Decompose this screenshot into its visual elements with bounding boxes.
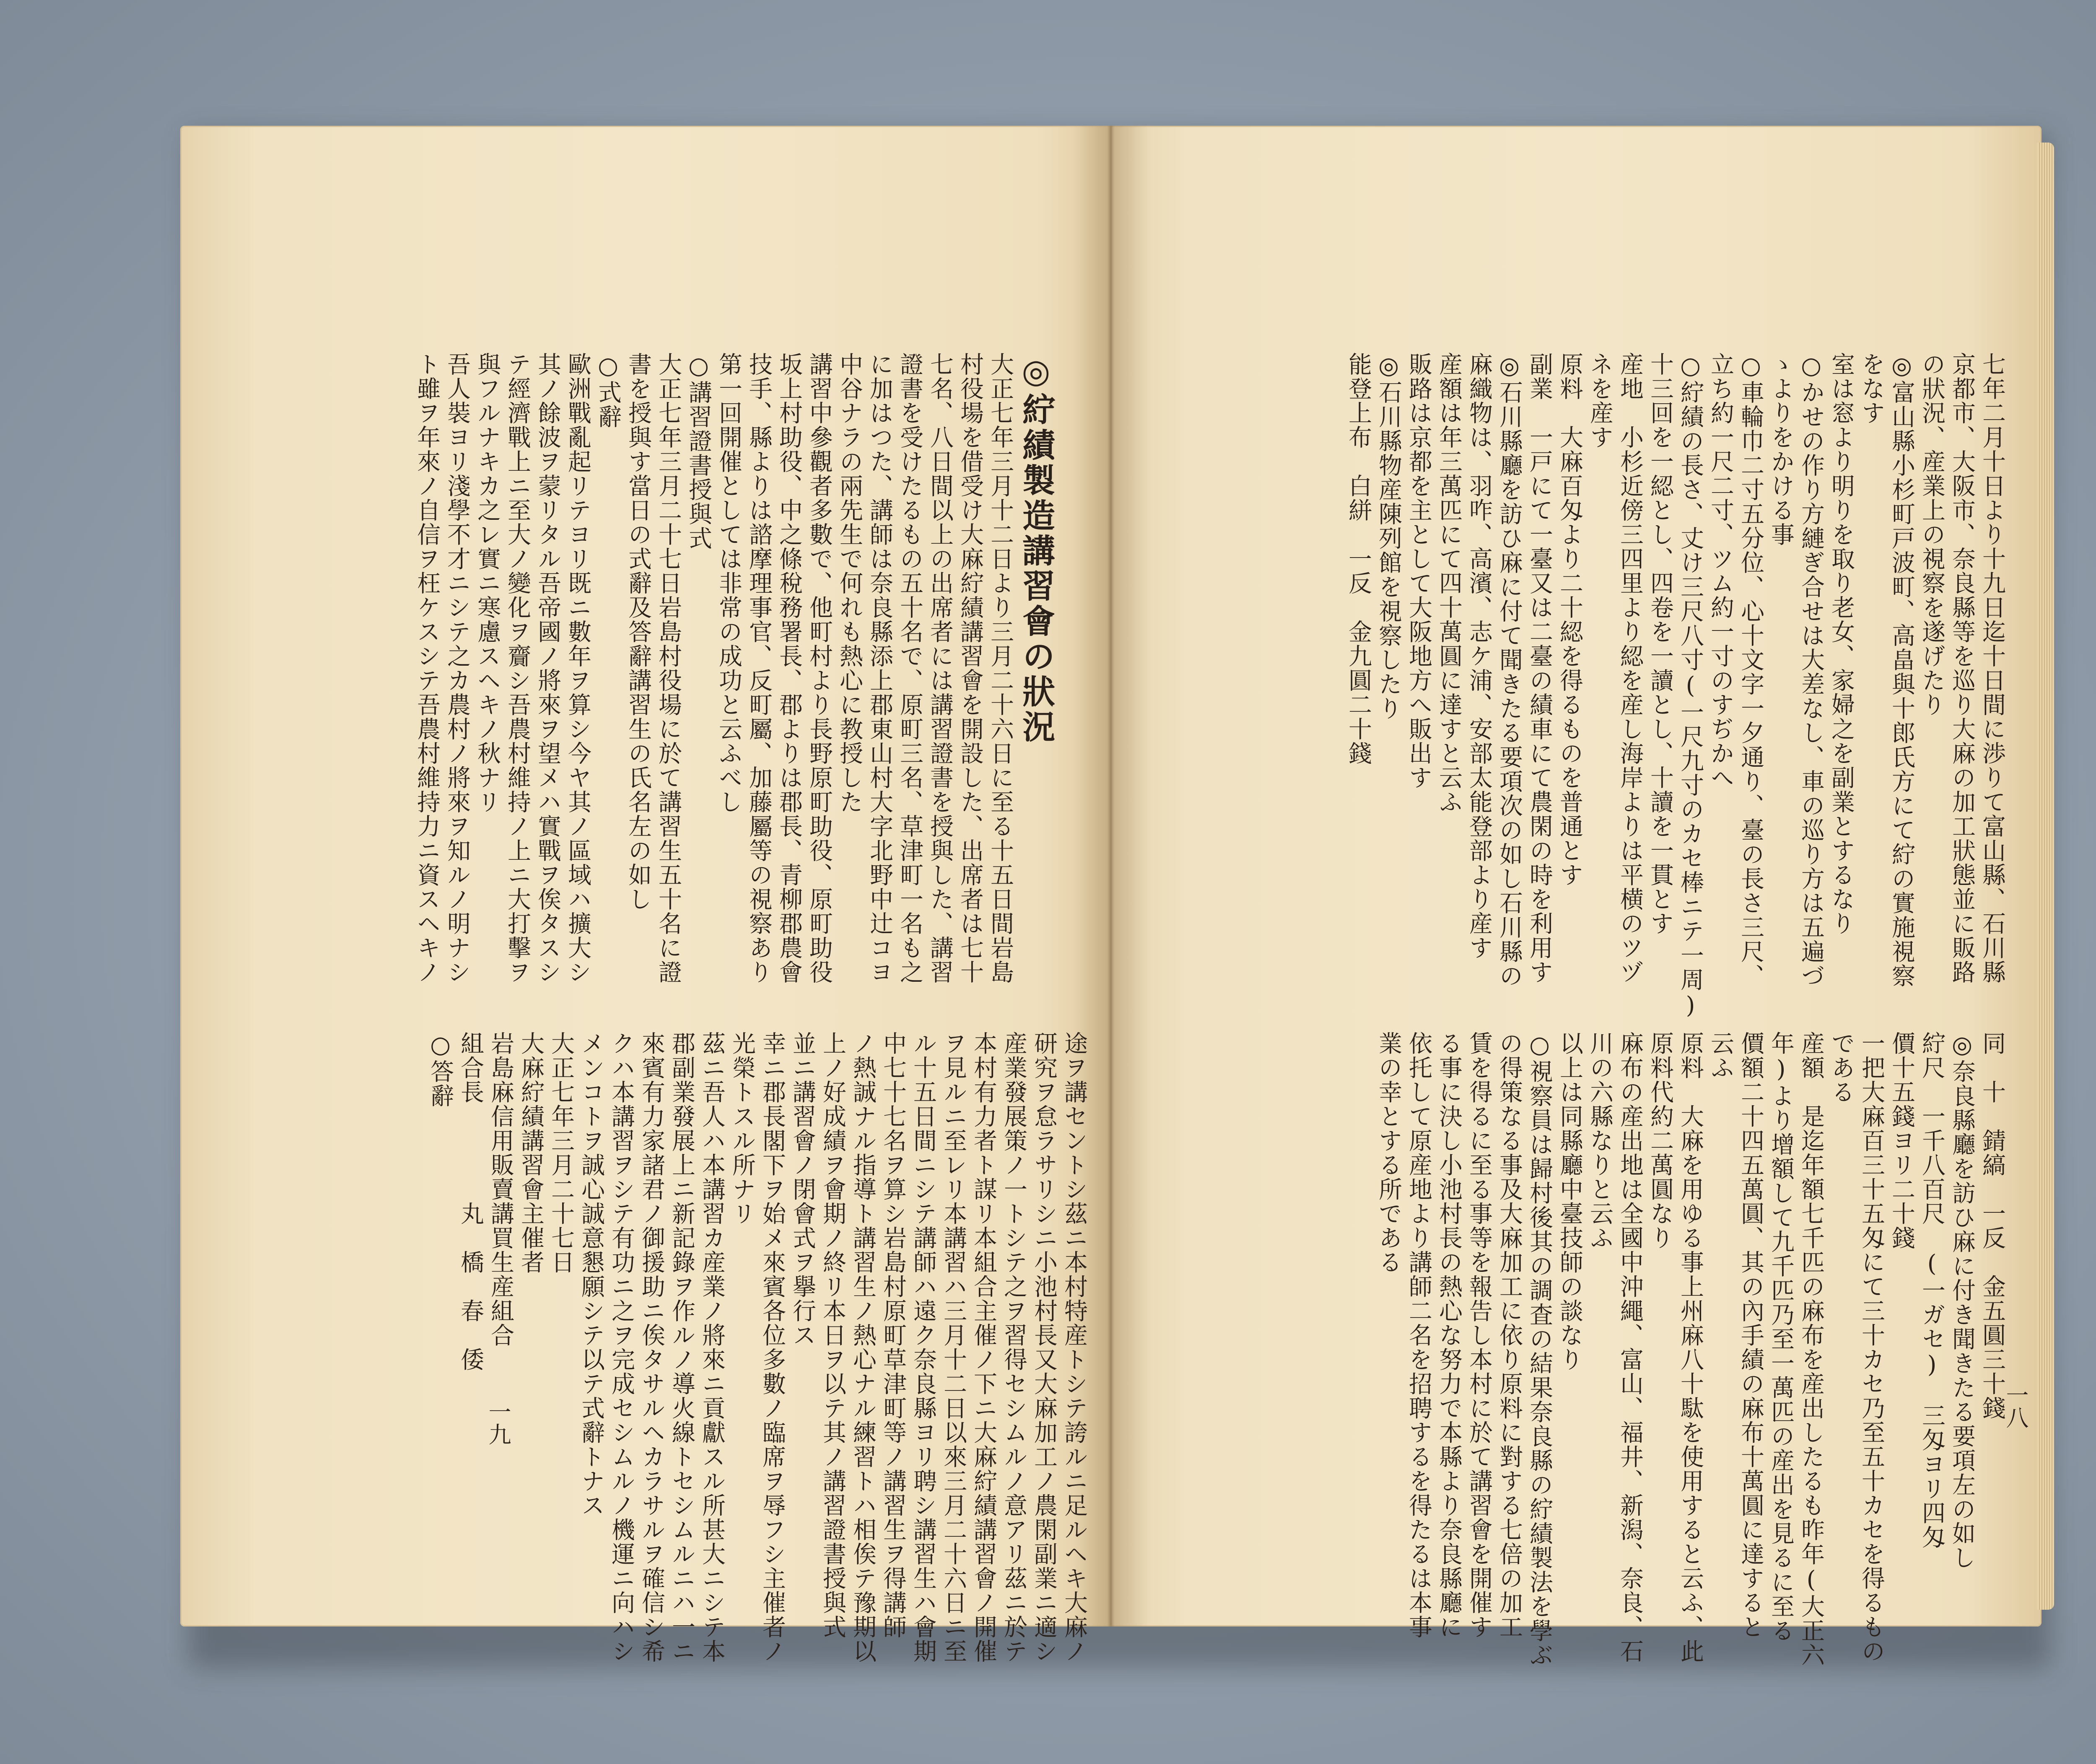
text-column: 七年二月十日より十九日迄十日間に渉りて富山縣、石川縣 [1974,352,2004,981]
text-column: 本村有力者ト謀リ本組合主催ノ下ニ大麻紵績講習會ノ開催 [965,1031,995,1585]
text-column: ◎奈良縣廳を訪ひ麻に付き聞きたる要項左の如し [1943,1031,1974,1585]
text-column: 來賓有力家諸君ノ御援助ニ俟タサルヘカラサルヲ確信シ希 [633,1031,663,1585]
text-column: ノ熱誠ナル指導ト講習生ノ熱心ナル練習トハ相俟テ豫期以 [844,1031,874,1585]
text-column: ネを産す [1581,352,1611,981]
text-column: 價額二十四五萬圓、其の內手績の麻布十萬圓に達すると [1732,1031,1762,1585]
text-column: 中谷ナラの兩先生で何れも熱心に教授した [831,352,861,981]
text-column: ○かせの作り方縺ぎ合せは大差なし、車の巡り方は五遍づ [1792,352,1823,981]
text-column: ヲ見ルニ至レリ本講習ハ三月十二日以來三月二十六日ニ至 [935,1031,965,1585]
text-column: 歐洲戰亂起リテヨリ既ニ數年ヲ算シ今ヤ其ノ區域ハ擴大シ [559,352,589,981]
text-column: 研究ヲ怠ラサリシニ小池村長又大麻加工ノ農閑副業ニ適シ [1025,1031,1056,1585]
text-column: テ經濟戰上ニ至大ノ變化ヲ齎シ吾農村維持ノ上ニ大打擊ヲ [499,352,529,981]
text-column: である [1823,1031,1853,1585]
text-column: の狀況、産業上の視察を遂げたり [1913,352,1943,981]
text-column: 十三回を一綛とし、四卷を一讀とし、十讀を一貫とす [1642,352,1672,981]
text-column: 麻布の産出地は全國中沖繩、富山、福井、新潟、奈良、石 [1611,1031,1642,1585]
text-column: ○講習證書授與式 [680,352,710,981]
text-column: 與フルナキカ之レ實ニ寒慮スヘキノ秋ナリ [469,352,499,981]
text-column: ゝよりをかける事 [1762,352,1792,981]
page-number-right: 一八 [2000,1383,2032,1429]
text-column: 講習中參觀者多數で、他町村より長野原町助役、原町助役 [801,352,831,981]
text-column: ◎富山縣小杉町戸波町、高畠與十郎氏方にて紵の實施視察 [1883,352,1913,981]
text-column: メンコトヲ誠心誠意懇願シテ以テ式辭トナス [573,1031,603,1585]
text-column: 第一回開催としては非常の成功と云ふべし [710,352,740,981]
text-column: 京都市、大阪市、奈良縣等を巡り大麻の加工狀態並に販路 [1943,352,1974,981]
text-column: 原料代約二萬圓なり [1642,1031,1672,1585]
text-column: 村役場を借受け大麻紵績講習會を開設した、出席者は七十 [952,352,982,981]
text-column: 光榮トスル所ナリ [724,1031,754,1585]
text-column: 産額 是迄年額七千匹の麻布を産出したるも昨年(大正六 [1792,1031,1823,1585]
text-column: 云ふ [1702,1031,1732,1585]
text-column: 業の幸とする所である [1370,1031,1400,1585]
text-column: 並ニ講習會ノ閉會式ヲ擧行ス [784,1031,814,1585]
text-column: 産地 小杉近傍三四里より綛を産し海岸よりは平横のツヅ [1611,352,1642,981]
text-column: 能登上布 白絣 一反 金九圓二十錢 [1340,352,1370,981]
text-column: をなす [1853,352,1883,981]
text-column: ◎石川縣物産陳列館を視察したり [1370,352,1400,981]
text-column: 大正七年三月二十七日 [542,1031,573,1585]
text-column: の得策なる事及大麻加工に依り原料に對する七倍の加工 [1491,1031,1521,1585]
text-column: 上ノ好成績ヲ會期ノ終リ本日ヲ以テ其ノ講習證書授與式 [814,1031,844,1585]
text-column: ト雖ヲ年來ノ自信ヲ枉ケスシテ吾農村維持力ニ資スヘキノ [408,352,438,981]
text-column: 副業 一戸にて一臺又は二臺の績車にて農閑の時を利用す [1521,352,1551,981]
text-column: 依托して原産地より講師二名を招聘するを得たるは本事 [1400,1031,1430,1585]
text-column: 其ノ餘波ヲ蒙リタル吾帝國ノ將來ヲ望メハ實戰ヲ俟タスシ [529,352,559,981]
text-column: 産業發展策ノ一トシテ之ヲ習得セシムルノ意アリ茲ニ於テ [995,1031,1025,1585]
text-column: 同 十 錆縞 一反 金五圓三十錢 [1974,1031,2004,1585]
text-column: 一把大麻百三十五匁にて三十カセ乃至五十カセを得るもの [1853,1031,1883,1585]
text-column: ○式辭 [589,352,620,981]
text-column: 立ち約一尺二寸、ツム約一寸のすぢかへ [1702,352,1732,981]
text-column: 書を授與す當日の式辭及答辭講習生の氏名左の如し [620,352,650,981]
text-column: 技手、縣よりは諮摩理事官、反町屬、加藤屬等の視察あり [740,352,770,981]
text-column: に加はつた、講師は奈良縣添上郡東山村大字北野中辻コヨ [861,352,891,981]
text-column: 川の六縣なりと云ふ [1581,1031,1611,1585]
text-column: ◎石川縣廳を訪ひ麻に付て聞きたる要項次の如し石川縣の [1491,352,1521,981]
text-column: ○紵績の長さ、丈け三尺八寸(一尺九寸のカセ棒ニテ一周) [1672,352,1702,981]
page-number-left: 一九 [482,1400,514,1445]
text-column: 産額は年三萬匹にて四十萬圓に達すと云ふ [1430,352,1460,981]
text-column: 岩島麻信用販賣講買生産組合 [482,1031,512,1585]
text-column: 紵尺 一千八百尺 (一ガセ) 三匁ヨリ四匁 [1913,1031,1943,1585]
text-column: 販路は京都を主として大阪地方へ販出す [1400,352,1430,981]
text-column: 茲ニ吾人ハ本講習カ産業ノ將來ニ貢獻スル所甚大ニシテ本 [693,1031,724,1585]
text-column: る事に決し小池村長の熱心な努力で本縣より奈良縣廳に [1430,1031,1460,1585]
text-column: 大正七年三月十二日より三月二十六日に至る十五日間岩島 [982,352,1012,981]
text-column: 賃を得るに至る事等を報告し本村に於て講習會を開催す [1460,1031,1491,1585]
text-column: ○答辭 [422,1031,452,1585]
text-column: 年)より增額して九千匹乃至一萬匹の産出を見るに至る [1762,1031,1792,1585]
text-column: 郡副業發展上ニ新記錄ヲ作ルノ導火線トセシムルニハ一ニ [663,1031,693,1585]
text-column: 途ヲ講セントシ茲ニ本村特産トシテ誇ルニ足ルヘキ大麻ノ [1056,1031,1086,1585]
text-column: ○視察員は歸村後其の調査の結果奈良縣の紵績製法を學ぶ [1521,1031,1551,1585]
text-column: 中七十七名ヲ算シ岩島村原町草津町等ノ講習生ヲ得講師 [874,1031,905,1585]
text-column: ル十五日間ニシテ講師ハ遠ク奈良縣ヨリ聘シ講習生ハ會期 [905,1031,935,1585]
text-column: 七名、八日間以上の出席者には講習證書を授與した、講習 [921,352,952,981]
text-column: 價十五錢ヨリ二十錢 [1883,1031,1913,1585]
text-column: 幸ニ郡長閣下ヲ始メ來賓各位多數ノ臨席ヲ辱フシ主催者ノ [754,1031,784,1585]
text-column: 以上は同縣廳中臺技師の談なり [1551,1031,1581,1585]
text-column: 吾人裝ヨリ淺學不才ニシテ之カ農村ノ將來ヲ知ルノ明ナシ [438,352,469,981]
text-column: 室は窓より明りを取り老女、家婦之を副業とするなり [1823,352,1853,981]
text-column: 麻織物は、羽咋、高濱、志ケ浦、安部太能登部より産す [1460,352,1491,981]
text-column: 大麻紵績講習會主催者 [512,1031,542,1585]
text-column: 原料 大麻を用ゆる事上州麻八十駄を使用すると云ふ、此 [1672,1031,1702,1585]
text-column: クハ本講習ヲシテ有功ニ之ヲ完成セシムルノ機運ニ向ハシ [603,1031,633,1585]
text-column: ○車輪巾二寸五分位、心十文字一夕通り、臺の長さ三尺、 [1732,352,1762,981]
text-column: 證書を受けたるもの五十名で、原町三名、草津町一名も之 [891,352,921,981]
text-column: 組合長 丸 橋 春 倭 [452,1031,482,1585]
text-column: 原料 大麻百匁より二十綛を得るものを普通とす [1551,352,1581,981]
text-column: 大正七年三月二十七日岩島村役場に於て講習生五十名に證 [650,352,680,981]
text-column: 坂上村助役、中之條稅務署長、郡よりは郡長、青柳郡農會 [770,352,801,981]
section-heading: ◎紵績製造講習會の狀況 [1012,352,1052,981]
